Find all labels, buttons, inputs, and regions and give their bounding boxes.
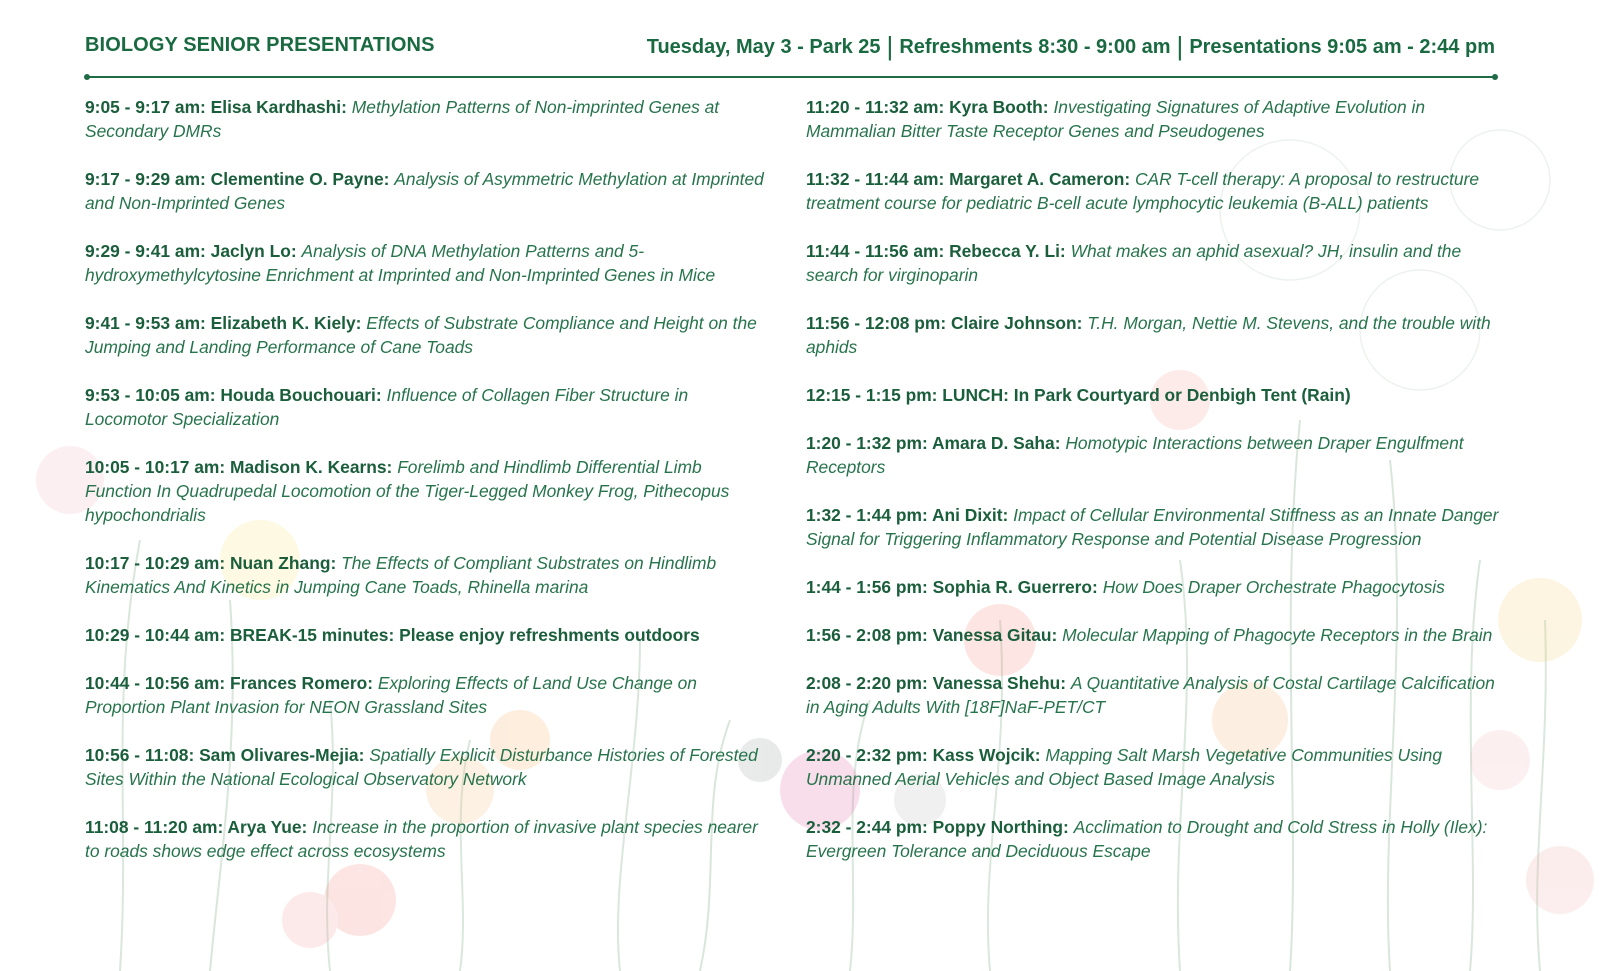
separator: | <box>1176 31 1184 61</box>
schedule-entry <box>85 239 770 287</box>
schedule-entry <box>806 815 1511 863</box>
entry-title: Influence of Collagen Fiber Structure in Locomotor Specialization <box>85 385 689 429</box>
schedule-entry <box>806 311 1511 359</box>
entry-slot: 1:44 - 1:56 pm: Sophia R. Guerrero: <box>806 577 1098 597</box>
schedule-entry <box>85 671 770 719</box>
entry-slot: 10:44 - 10:56 am: Frances Romero: <box>85 673 374 693</box>
schedule-entry <box>806 95 1511 143</box>
page-header <box>85 31 1495 64</box>
entry-slot: 11:20 - 11:32 am: Kyra Booth: <box>806 97 1049 117</box>
entry-title: Increase in the proportion of invasive plant species nearer to roads shows edge effect across ecosystems <box>85 817 758 861</box>
entry-slot: 11:44 - 11:56 am: Rebecca Y. Li: <box>806 241 1066 261</box>
schedule-entry <box>85 743 770 791</box>
event-date-location: Tuesday, May 3 - Park 25 <box>646 36 881 58</box>
entry-slot: 11:32 - 11:44 am: Margaret A. Cameron: <box>806 169 1131 189</box>
schedule-entry <box>806 503 1511 551</box>
entry-title: A Quantitative Analysis of Costal Cartilage Calcification in Aging Adults With [18F]NaF-PET/CT <box>806 673 1495 717</box>
entry-slot: 9:17 - 9:29 am: Clementine O. Payne: <box>85 169 390 189</box>
entry-title: Spatially Explicit Disturbance Histories of Forested Sites Within the National Ecological Observatory Network <box>85 745 758 789</box>
schedule-entry <box>806 239 1511 287</box>
schedule-entry <box>85 95 770 143</box>
entry-slot: 9:53 - 10:05 am: Houda Bouchouari: <box>85 385 382 405</box>
entry-title: T.H. Morgan, Nettie M. Stevens, and the trouble with aphids <box>806 313 1491 357</box>
entry-slot: 2:32 - 2:44 pm: Poppy Northing: <box>806 817 1069 837</box>
entry-slot: 10:29 - 10:44 am: BREAK-15 minutes: Please enjoy refreshments outdoors <box>85 625 700 645</box>
presentations-time: Presentations 9:05 am - 2:44 pm <box>1189 36 1495 58</box>
schedule-left-column <box>85 95 770 887</box>
entry-slot: 11:56 - 12:08 pm: Claire Johnson: <box>806 313 1083 333</box>
schedule-entry <box>806 167 1511 215</box>
entry-title: Analysis of Asymmetric Methylation at Imprinted and Non-Imprinted Genes <box>85 169 764 213</box>
schedule-entry <box>85 311 770 359</box>
entry-title: What makes an aphid asexual? JH, insulin and the search for virginoparin <box>806 241 1462 285</box>
entry-title: Forelimb and Hindlimb Differential Limb Function In Quadrupedal Locomotion of the Tiger-Legged Monkey Frog, Pithecopus hypochondrialis <box>85 457 730 525</box>
event-details <box>646 31 1495 61</box>
schedule-entry <box>806 623 1511 647</box>
entry-title: Methylation Patterns of Non-imprinted Genes at Secondary DMRs <box>85 97 720 141</box>
schedule-entry <box>85 167 770 215</box>
entry-title: Molecular Mapping of Phagocyte Receptors in the Brain <box>1062 625 1493 645</box>
break-entry <box>85 623 770 647</box>
separator: | <box>886 31 894 61</box>
entry-slot: 2:08 - 2:20 pm: Vanessa Shehu: <box>806 673 1066 693</box>
entry-title: The Effects of Compliant Substrates on Hindlimb Kinematics And Kinetics in Jumping Cane Toads, Rhinella marina <box>85 553 717 597</box>
entry-slot: 12:15 - 1:15 pm: LUNCH: In Park Courtyard or Denbigh Tent (Rain) <box>806 385 1351 405</box>
refreshments-time: Refreshments 8:30 - 9:00 am <box>899 36 1171 58</box>
entry-title: Analysis of DNA Methylation Patterns and 5-hydroxymethylcytosine Enrichment at Imprinted and Non-Imprinted Genes in Mice <box>85 241 716 285</box>
entry-slot: 1:20 - 1:32 pm: Amara D. Saha: <box>806 433 1061 453</box>
header-divider <box>86 76 1496 78</box>
schedule-entry <box>806 575 1511 599</box>
entry-title: CAR T-cell therapy: A proposal to restructure treatment course for pediatric B-cell acute lymphocytic leukemia (B-ALL) patients <box>806 169 1480 213</box>
schedule-entry <box>85 455 770 527</box>
schedule-right-column <box>806 95 1511 887</box>
entry-title: Investigating Signatures of Adaptive Evolution in Mammalian Bitter Taste Receptor Genes and Pseudogenes <box>806 97 1425 141</box>
entry-title: Acclimation to Drought and Cold Stress in Holly (Ilex): Evergreen Tolerance and Deciduous Escape <box>806 817 1488 861</box>
schedule-entry <box>806 671 1511 719</box>
schedule-entry <box>85 551 770 599</box>
schedule-entry <box>806 431 1511 479</box>
page-title: BIOLOGY SENIOR PRESENTATIONS <box>85 34 435 56</box>
entry-slot: 10:56 - 11:08: Sam Olivares-Mejia: <box>85 745 365 765</box>
entry-slot: 2:20 - 2:32 pm: Kass Wojcik: <box>806 745 1041 765</box>
entry-title: How Does Draper Orchestrate Phagocytosis <box>1102 577 1445 597</box>
entry-slot: 9:05 - 9:17 am: Elisa Kardhashi: <box>85 97 347 117</box>
entry-title: Homotypic Interactions between Draper Engulfment Receptors <box>806 433 1464 477</box>
entry-title: Mapping Salt Marsh Vegetative Communities Using Unmanned Aerial Vehicles and Object Based Image Analysis <box>806 745 1443 789</box>
schedule-entry <box>85 815 770 863</box>
entry-slot: 10:17 - 10:29 am: Nuan Zhang: <box>85 553 337 573</box>
entry-title: Impact of Cellular Environmental Stiffness as an Innate Danger Signal for Triggering Inflammatory Response and Potential Disease Progression <box>806 505 1499 549</box>
lunch-entry <box>806 383 1511 407</box>
entry-slot: 9:41 - 9:53 am: Elizabeth K. Kiely: <box>85 313 362 333</box>
entry-title: Effects of Substrate Compliance and Height on the Jumping and Landing Performance of Cane Toads <box>85 313 757 357</box>
entry-slot: 10:05 - 10:17 am: Madison K. Kearns: <box>85 457 393 477</box>
entry-slot: 1:32 - 1:44 pm: Ani Dixit: <box>806 505 1009 525</box>
entry-slot: 1:56 - 2:08 pm: Vanessa Gitau: <box>806 625 1058 645</box>
entry-slot: 11:08 - 11:20 am: Arya Yue: <box>85 817 308 837</box>
entry-slot: 9:29 - 9:41 am: Jaclyn Lo: <box>85 241 297 261</box>
schedule-entry <box>85 383 770 431</box>
schedule-entry <box>806 743 1511 791</box>
entry-title: Exploring Effects of Land Use Change on Proportion Plant Invasion for NEON Grassland Sites <box>85 673 697 717</box>
